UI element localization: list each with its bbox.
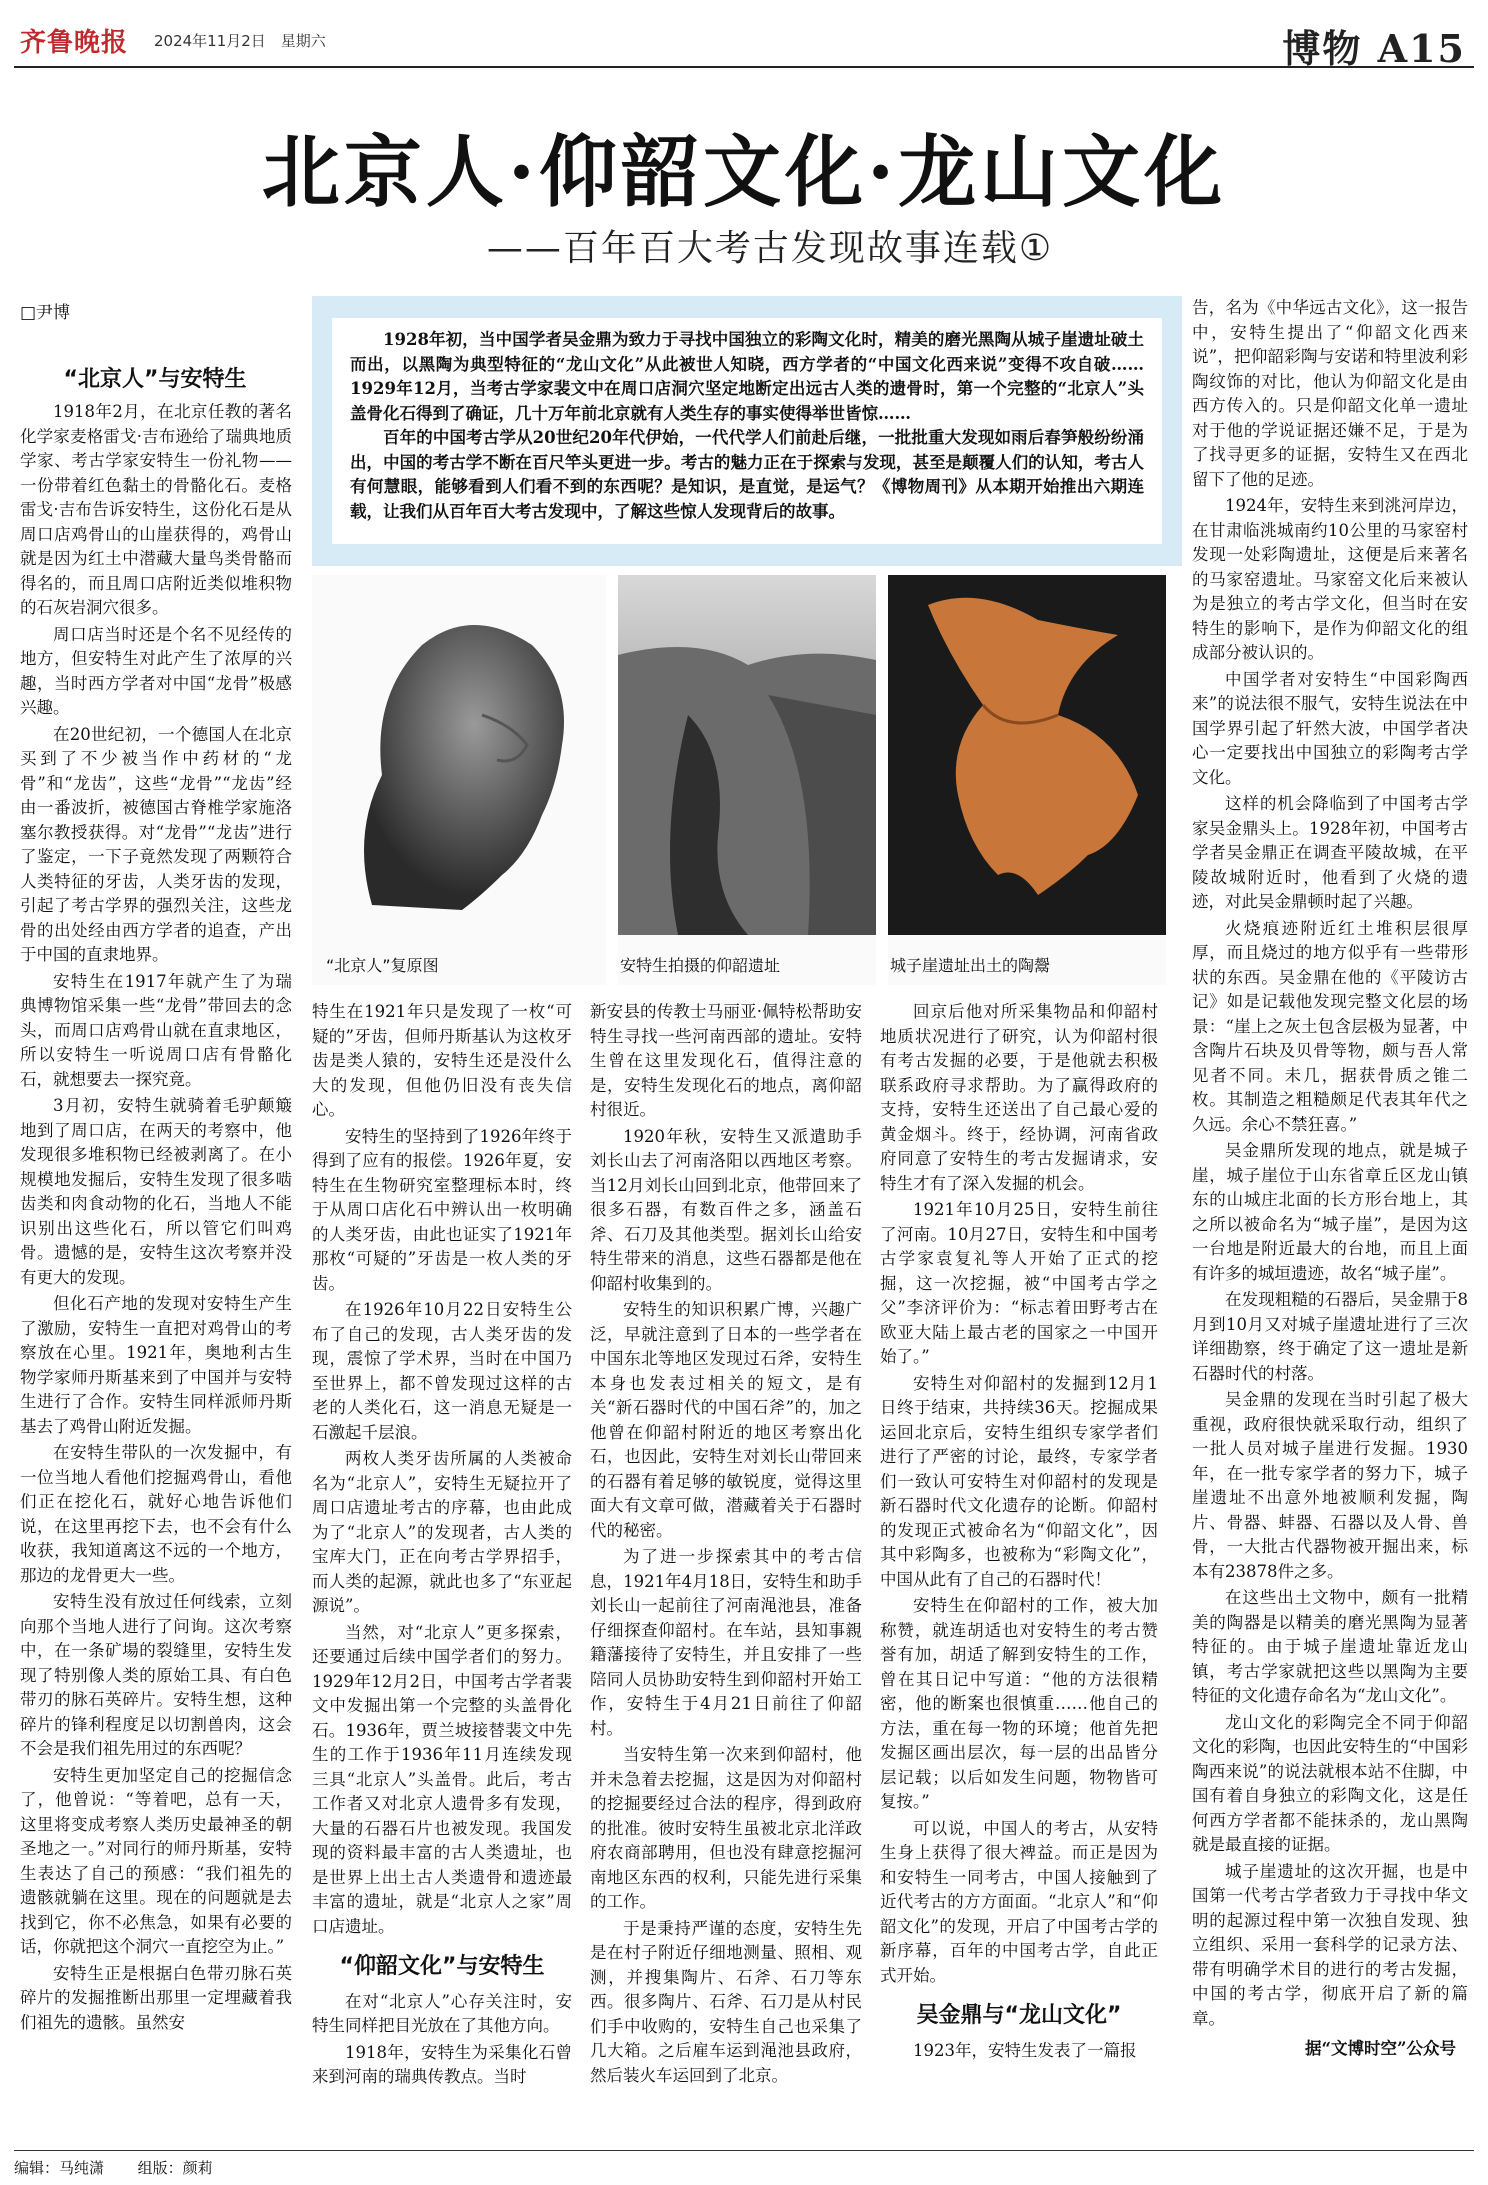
- article-paragraph: 火烧痕迹附近红土堆积层很厚厚，而且烧过的地方似乎有一些带形状的东西。吴金鼎在他的《平陵访古记》如是记载他发现完整文化层的场景：“崖上之灰土包含层极为显著，中含陶片石块及贝骨等物，颇与吾人常见者不同。未几，据获骨质之锥二枚。其制造之粗糙颇足代表其年代之久远。余心不禁狂喜。”: [1192, 918, 1468, 1134]
- section-label: 博物 A15: [1282, 26, 1466, 71]
- editor-credit: 编辑：马纯潇: [14, 2159, 105, 2177]
- photo-caption: 安特生拍摄的仰韶遗址: [620, 956, 781, 975]
- article-paragraph: 1920年秋，安特生又派遣助手刘长山去了河南洛阳以西地区考察。当12月刘长山回到北京，他带回来了很多石器，有数百件之多，涵盖石斧、石刀及其他类型。据刘长山给安特生带来的消息，这些石器都是他在仰韶村收集到的。: [590, 1126, 862, 1293]
- article-column-2: [312, 1000, 572, 2092]
- issue-date: 2024年11月2日 星期六: [154, 32, 326, 50]
- article-paragraph: 特生在1921年只是发现了一枚“可疑的”牙齿，但师丹斯基认为这枚牙齿是类人猿的，安特生还是没什么大的发现，但他仍旧没有丧失信心。: [312, 1002, 572, 1119]
- article-paragraph: 告，名为《中华远古文化》，这一报告中，安特生提出了“仰韶文化西来说”，把仰韶彩陶与安诺和特里波利彩陶纹饰的对比，他认为仰韶文化是由西方传入的。只是仰韶文化单一遗址对于他的学说证据还嫌不足，于是为了找寻更多的证据，安特生又在西北留下了他的足迹。: [1192, 298, 1468, 489]
- article-paragraph: 安特生的知识积累广博，兴趣广泛，早就注意到了日本的一些学者在中国东北等地区发现过石斧，安特生本身也发表过相关的短文，是有关“新石器时代的中国石斧”的，加之他曾在仰韶村附近的地区考察出化石，也因此，安特生对刘长山带回来的石器有着足够的敏锐度，觉得这里面大有文章可做，潜藏着关于石器时代的秘密。: [590, 1300, 862, 1540]
- article-paragraph: 安特生的坚持到了1926年终于得到了应有的报偿。1926年夏，安特生在生物研究室整理标本时，终于从周口店化石中辨认出一枚明确的人类牙齿，由此也证实了1921年那枚“可疑的”牙齿是一枚人类的牙齿。: [312, 1126, 572, 1293]
- article-paragraph: 1918年，安特生为采集化石曾来到河南的瑞典传教点。当时: [312, 2042, 572, 2086]
- photo-peking-man: [312, 575, 606, 985]
- layout-credit: 组版：颜莉: [137, 2159, 213, 2177]
- photo-pottery-gui: [888, 575, 1166, 985]
- byline: □尹博: [20, 303, 71, 323]
- pottery-gui-image: [888, 575, 1166, 935]
- article-paragraph: 当安特生第一次来到仰韶村，他并未急着去挖掘，这是因为对仰韶村的挖掘要经过合法的程序，得到政府的批准。彼时安特生虽被北京北洋政府农商部聘用，但也没有肆意挖掘河南地区东西的权利，只能先进行采集的工作。: [590, 1745, 862, 1911]
- article-paragraph: 两枚人类牙齿所属的人类被命名为“北京人”，安特生无疑拉开了周口店遗址考古的序幕，也由此成为了“北京人”的发现者，古人类的宝库大门，正在向考古学界招手，而人类的起源，就此也多了“东亚起源说”。: [312, 1449, 572, 1615]
- article-paragraph: 安特生正是根据白色带刃脉石英碎片的发掘推断出那里一定埋藏着我们祖先的遗骸。虽然安: [20, 1963, 292, 2032]
- article-paragraph: 回京后他对所采集物品和仰韶村地质状况进行了研究，认为仰韶村很有考古发掘的必要，于是他就去积极联系政府寻求帮助。为了赢得政府的支持，安特生还送出了自己最心爱的黄金烟斗。终于，经协调，河南省政府同意了安特生的考古发掘请求，安特生才有了深入发掘的机会。: [880, 1002, 1158, 1193]
- article-paragraph: 1918年2月，在北京任教的著名化学家麦格雷戈·吉布逊给了瑞典地质学家、考古学家安特生一份礼物——一份带着红色黏土的骨骼化石。麦格雷戈·吉布告诉安特生，这份化石是从周口店鸡骨山的山崖获得的，鸡骨山就是因为红土中潜藏大量鸟类骨骼而得名的，而且周口店附近类似堆积物的石灰岩洞穴很多。: [20, 402, 292, 617]
- article-paragraph: 中国学者对安特生“中国彩陶西来”的说法很不服气，安特生说法在中国学界引起了轩然大波，中国学者决心一定要找出中国独立的彩陶考古学文化。: [1192, 669, 1468, 787]
- source-credit: 据“文博时空”公众号: [1305, 2039, 1456, 2058]
- section-heading: “北京人”与安特生: [63, 367, 247, 392]
- article-paragraph: 吴金鼎所发现的地点，就是城子崖，城子崖位于山东省章丘区龙山镇东的山城庄北面的长方形台地上，其之所以被命名为“城子崖”，是因为这一台地是附近最大的台地，而且上面有许多的城垣遗迹，故名“城子崖”。: [1192, 1141, 1468, 1283]
- article-paragraph: 周口店当时还是个名不见经传的地方，但安特生对此产生了浓厚的兴趣，当时西方学者对中国“龙骨”极感兴趣。: [20, 624, 292, 717]
- masthead: [14, 14, 1474, 71]
- section-heading: 吴金鼎与“龙山文化”: [916, 2003, 1122, 2028]
- article-column-1: [20, 400, 292, 2037]
- article-paragraph: 3月初，安特生就骑着毛驴颠簸地到了周口店，在两天的考察中，他发现很多堆积物已经被剥离了。在小规模地发掘后，安特生发现了很多啮齿类和肉食动物的化石，当地人不能识别出这些化石，所以管它们叫鸡骨。遗憾的是，安特生这次考察并没有更大的发现。: [20, 1096, 292, 1287]
- article-paragraph: 在1926年10月22日安特生公布了自己的发现，古人类牙齿的发现，震惊了学术界，当时在中国乃至世界上，都不曾发现过这样的古老的人类化石，这一消息无疑是一石激起千层浪。: [312, 1300, 572, 1442]
- intro-box: [312, 296, 1182, 566]
- article-paragraph: 但化石产地的发现对安特生产生了激励，安特生一直把对鸡骨山的考察放在心里。1921年，奥地利古生物学家师丹斯基来到了中国并与安特生进行了合作。安特生同样派师丹斯基去了鸡骨山附近发掘。: [20, 1294, 292, 1436]
- article-paragraph: 安特生更加坚定自己的挖掘信念了，他曾说：“等着吧，总有一天，这里将变成考察人类历史最神圣的朝圣地之一。”对同行的师丹斯基，安特生表达了自己的预感：“我们祖先的遗骸就躺在这里。现在的问题就是去找到它，你不必焦急，如果有必要的话，你就把这个洞穴一直挖空为止。”: [20, 1765, 292, 1956]
- section-heading: “仰韶文化”与安特生: [339, 1954, 545, 1979]
- article-paragraph: 1921年10月25日，安特生前往了河南。10月27日，安特生和中国考古学家袁复礼等人开始了正式的挖掘，这一次挖掘，被“中国考古学之父”李济评价为：“标志着田野考古在欧亚大陆上最古老的国家之一中国开始了。”: [880, 1200, 1158, 1366]
- article-paragraph: 安特生没有放过任何线索，立刻向那个当地人进行了问询。这次考察中，在一条矿場的裂缝里，安特生发现了特别像人类的原始工具、有白色带刃的脉石英碎片。安特生想，这种碎片的锋利程度足以切割兽肉，这会不会是我们祖先用过的东西呢？: [20, 1592, 292, 1758]
- yangshao-site-image: [618, 575, 876, 935]
- article-column-4: [880, 1000, 1158, 2065]
- article-paragraph: 为了进一步探索其中的考古信息，1921年4月18日，安特生和助手刘长山一起前往了河南渑池县，准备仔细探查仰韶村。在车站，县知事親籍藩接待了安特生，并且安排了一些陪同人员协助安特生到仰韶村开始工作，安特生于4月21日前往了仰韶村。: [590, 1547, 862, 1738]
- article-paragraph: 在20世纪初，一个德国人在北京买到了不少被当作中药材的“龙骨”和“龙齿”，这些“龙骨”“龙齿”经由一番波折，被德国古脊椎学家施洛塞尔教授获得。对“龙骨”“龙齿”进行了鉴定，一下子竟然发现了两颗符合人类特征的牙齿，人类牙齿的发现，引起了考古学界的强烈关注，这些龙骨的出处经由西方学者的追查，产出于中国的直隶地界。: [20, 724, 292, 964]
- photo-yangshao-site: [618, 575, 876, 985]
- article-paragraph: 安特生在仰韶村的工作，被大加称赞，就连胡适也对安特生的考古赞誉有加，胡适了解到安特生的工作，曾在其日记中写道：“他的方法很精密，他的断案也很慎重……他自己的方法，重在每一物的环境；他首先把发掘区画出层次，每一层的出品皆分层记载；以后如发生问题，物物皆可复按。”: [880, 1596, 1158, 1811]
- intro-text: [332, 318, 1162, 544]
- photo-caption: “北京人”复原图: [326, 956, 439, 975]
- photo-caption: 城子崖遗址出土的陶鬶: [890, 956, 1051, 975]
- article-paragraph: 1924年，安特生来到洮河岸边，在甘肃临洮城南约10公里的马家窑村发现一处彩陶遗址，这便是后来著名的马家窑遗址。马家窑文化后来被认为是独立的考古学文化，但当时在安特生的影响下，是作为仰韶文化的组成部分被认识的。: [1192, 496, 1468, 662]
- article-column-5: [1192, 296, 1468, 2062]
- article-paragraph: 城子崖遗址的这次开掘，也是中国第一代考古学者致力于寻找中华文明的起源过程中第一次独自发现、独立组织、采用一套科学的记录方法、带有明确学术目的进行的考古发掘，中国的考古学，彻底开启了新的篇章。: [1192, 1861, 1468, 2028]
- intro-paragraph: 百年的中国考古学从20世纪20年代伊始，一代代学人们前赴后继，一批批重大发现如雨后春笋般纷纷涌出，中国的考古学不断在百尺竿头更进一步。考古的魅力正在于探索与发现，甚至是颠覆人们的认知，考古人有何慧眼，能够看到人们看不到的东西呢？是知识，是直觉，是运气？《博物周刊》从本期开始推出六期连载，让我们从百年百大考古发现中，了解这些惊人发现背后的故事。: [350, 428, 1144, 521]
- article-paragraph: 于是秉持严谨的态度，安特生先是在村子附近仔细地测量、照相、观测，并搜集陶片、石斧、石刀等东西。很多陶片、石斧、石刀是从村民们手中收购的，安特生自己也采集了几大箱。之后雇车运到渑池县政府，然后装火车运回到了北京。: [590, 1918, 862, 2085]
- article-paragraph: 安特生在1917年就产生了为瑞典博物馆采集一些“龙骨”带回去的念头，而周口店鸡骨山就在直隶地区，所以安特生一听说周口店有骨骼化石，就想要去一探究竟。: [20, 971, 292, 1089]
- article-paragraph: 吴金鼎的发现在当时引起了极大重视，政府很快就采取行动，组织了一批人员对城子崖进行发掘。1930年，在一批专家学者的努力下，城子崖遗址不出意外地被顺利发掘，陶片、骨器、蚌器、石器以及人骨、兽骨，一大批古代器物被开掘出来，标本有23878件之多。: [1192, 1390, 1468, 1581]
- page-subtitle: ——百年百大考古发现故事连载①: [486, 228, 1054, 269]
- article-paragraph: 在安特生带队的一次发掘中，有一位当地人看他们挖掘鸡骨山，看他们正在挖化石，就好心地告诉他们说，在这里再挖下去，也不会有什么收获，我知道离这不远的一个地方，那边的龙骨更大一些。: [20, 1443, 292, 1585]
- page-title: 北京人·仰韶文化·龙山文化: [261, 127, 1227, 218]
- article-paragraph: 在这些出土文物中，颇有一批精美的陶器是以精美的磨光黑陶为显著特征的。由于城子崖遗址靠近龙山镇，考古学家就把这些以黑陶为主要特征的文化遗存命名为“龙山文化”。: [1192, 1588, 1468, 1705]
- page-footer: [14, 2150, 1474, 2178]
- article-column-3: [590, 1000, 862, 2090]
- article-paragraph: 在发现粗糙的石器后，吴金鼎于8月到10月又对城子崖遗址进行了三次详细勘察，终于确定了这一遗址是新石器时代的村落。: [1192, 1290, 1468, 1383]
- newspaper-logo: 齐鲁晚报: [20, 28, 129, 58]
- article-paragraph: 安特生对仰韶村的发掘到12月1日终于结束，共持续36天。挖掘成果运回北京后，安特生组织专家学者们进行了严密的讨论，最终，专家学者们一致认可安特生对仰韶村的发现是新石器时代文化遗存的论断。仰韶村的发现正式被命名为“仰韶文化”，因其中彩陶多，也被称为“彩陶文化”，中国从此有了自己的石器时代！: [880, 1373, 1158, 1589]
- article-paragraph: 当然，对“北京人”更多探索，还要通过后续中国学者们的努力。1929年12月2日，中国考古学者裴文中发掘出第一个完整的头盖骨化石。1936年，贾兰坡接替裴文中先生的工作于1936年11月连续发现三具“北京人”头盖骨。此后，考古工作者又对北京人遗骨多有发现，大量的石器石片也被发现。我国发现的资料最丰富的古人类遗址，也是世界上出土古人类遗骨和遗迹最丰富的遗址，就是“北京人之家”周口店遗址。: [312, 1622, 572, 1936]
- article-paragraph: 新安县的传教士马丽亚·佩特松帮助安特生寻找一些河南西部的遗址。安特生曾在这里发现化石，值得注意的是，安特生发现化石的地点，离仰韶村很近。: [590, 1002, 862, 1119]
- article-paragraph: 龙山文化的彩陶完全不同于仰韶文化的彩陶，也因此安特生的“中国彩陶西来说”的说法就根本站不住脚，中国有着自身独立的彩陶文化，这是任何西方学者都不能抹杀的，龙山黑陶就是最直接的证据。: [1192, 1712, 1468, 1854]
- article-paragraph: 可以说，中国人的考古，从安特生身上获得了很大裨益。而正是因为和安特生一同考古，中国人接触到了近代考古的方方面面。“北京人”和“仰韶文化”的发现，开启了中国考古学的新序幕，百年的中国考古学，自此正式开始。: [880, 1818, 1158, 1985]
- intro-paragraph: 1928年初，当中国学者吴金鼎为致力于寻找中国独立的彩陶文化时，精美的磨光黑陶从城子崖遗址破土而出，以黑陶为典型特征的“龙山文化”从此被世人知晓，西方学者的“中国文化西来说”变得不攻自破……1929年12月，当考古学家裴文中在周口店洞穴坚定地断定出远古人类的遗骨时，第一个完整的“北京人”头盖骨化石得到了确证，几十万年前北京就有人类生存的事实使得举世皆惊……: [350, 330, 1144, 423]
- article-paragraph: 这样的机会降临到了中国考古学家吴金鼎头上。1928年初，中国考古学者吴金鼎正在调查平陵故城，在平陵故城附近时，他看到了火烧的遗迹，对此吴金鼎顿时起了兴趣。: [1192, 794, 1468, 911]
- peking-man-bust-image: [312, 575, 606, 935]
- article-paragraph: 在对“北京人”心存关注时，安特生同样把目光放在了其他方向。: [312, 1991, 572, 2035]
- article-paragraph: 1923年，安特生发表了一篇报: [913, 2040, 1137, 2060]
